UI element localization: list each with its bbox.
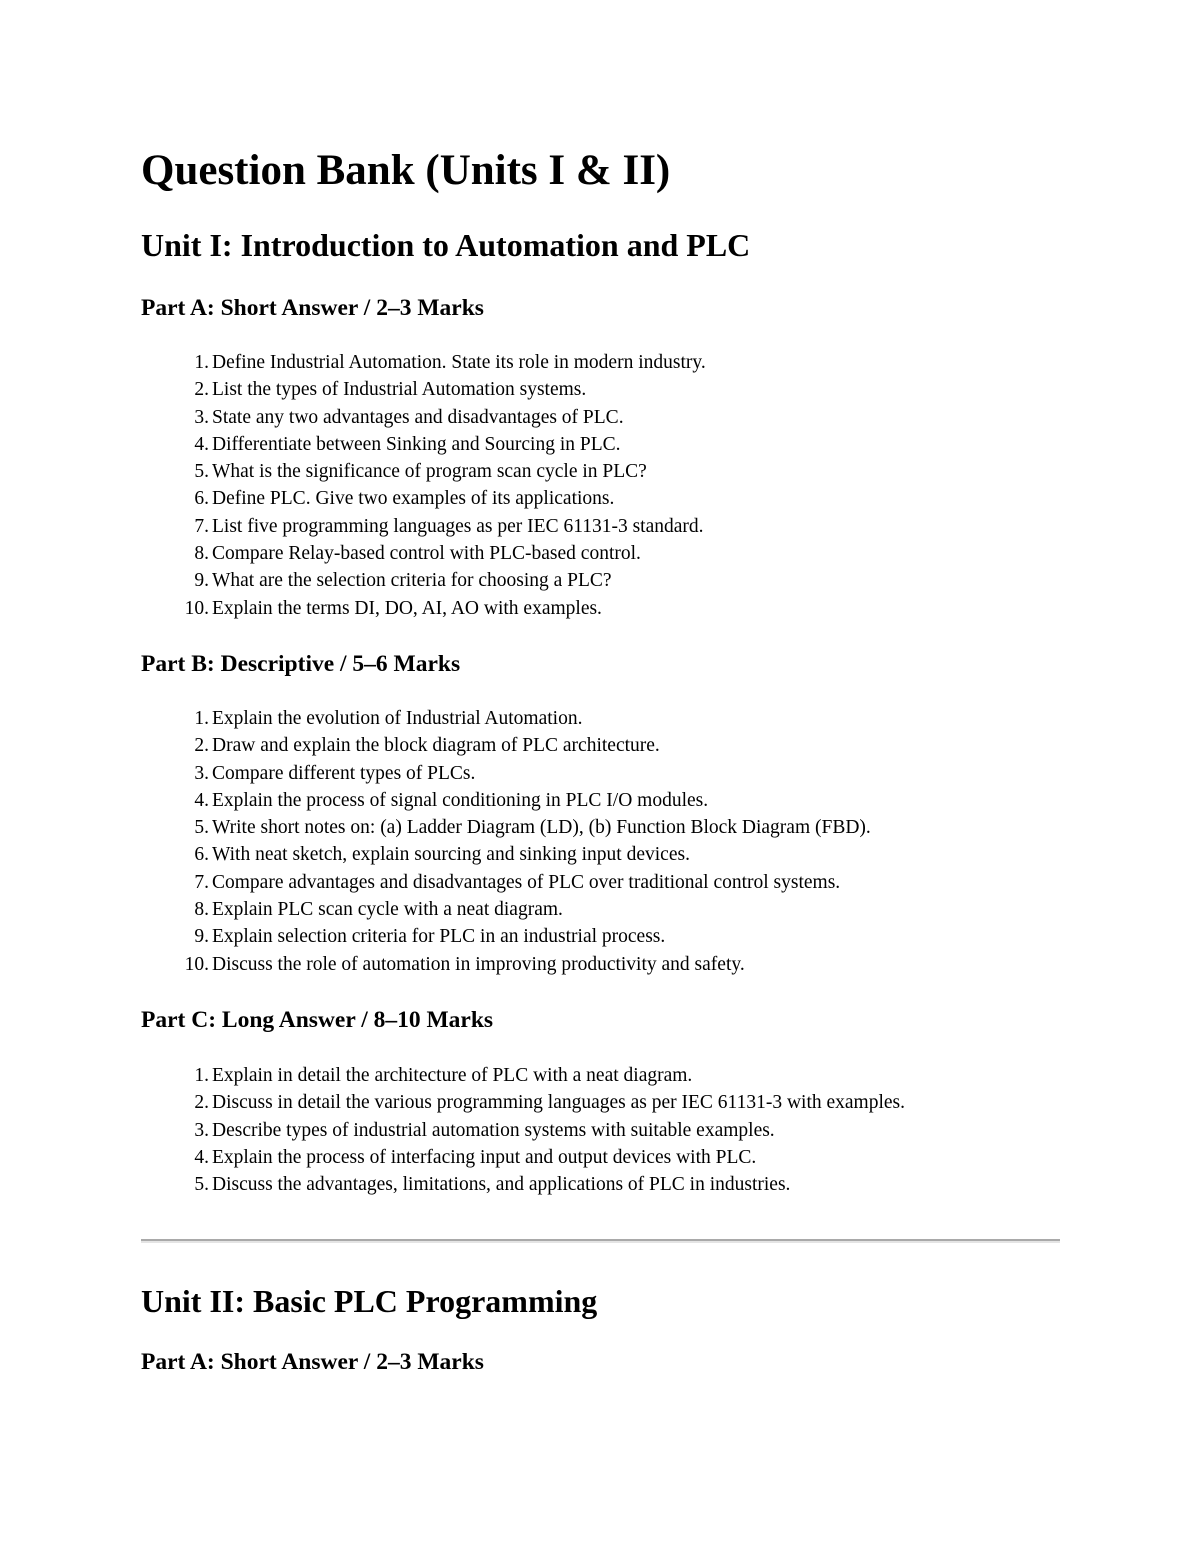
unit1-heading: Unit I: Introduction to Automation and PLC <box>141 227 751 263</box>
question-item <box>141 1062 1061 1089</box>
question-text: State any two advantages and disadvantages of PLC. <box>212 406 624 428</box>
unit1-partC-heading: Part C: Long Answer / 8–10 Marks <box>141 1007 494 1033</box>
question-text: Discuss the role of automation in improving productivity and safety. <box>212 953 745 975</box>
unit1-partA-list <box>141 349 1061 622</box>
question-item <box>141 896 1061 923</box>
question-item <box>141 869 1061 896</box>
question-text: Explain in detail the architecture of PLC with a neat diagram. <box>212 1065 693 1086</box>
question-text: Define PLC. Give two examples of its applications. <box>212 488 615 510</box>
question-text: Explain the terms DI, DO, AI, AO with examples. <box>212 597 602 619</box>
question-number: 3. <box>194 762 209 784</box>
question-number: 1. <box>194 352 209 373</box>
question-item <box>141 376 1061 403</box>
question-item <box>141 349 1061 376</box>
question-text: Explain the process of interfacing input and output devices with PLC. <box>212 1146 757 1168</box>
question-item <box>141 923 1061 950</box>
question-text: Compare Relay-based control with PLC-based control. <box>212 543 641 565</box>
question-item <box>141 567 1061 594</box>
question-number: 8. <box>194 543 209 565</box>
question-item <box>141 595 1061 622</box>
question-item <box>141 404 1061 431</box>
question-number: 7. <box>194 515 209 537</box>
question-number: 5. <box>194 1174 209 1196</box>
question-text: Define Industrial Automation. State its role in modern industry. <box>212 352 706 373</box>
question-text: Explain selection criteria for PLC in an industrial process. <box>212 926 666 948</box>
question-number: 4. <box>194 1146 209 1168</box>
question-item <box>141 431 1061 458</box>
question-text: Compare advantages and disadvantages of PLC over traditional control systems. <box>212 871 841 893</box>
question-item <box>141 513 1061 540</box>
unit2-heading: Unit II: Basic PLC Programming <box>141 1283 598 1319</box>
unit2-partA-heading: Part A: Short Answer / 2–3 Marks <box>141 1349 484 1375</box>
question-item <box>141 760 1061 787</box>
question-number: 7. <box>194 871 209 893</box>
question-number: 2. <box>194 379 209 401</box>
question-number: 10. <box>184 953 209 975</box>
question-text: Differentiate between Sinking and Sourcing in PLC. <box>212 433 621 455</box>
unit1-partB-heading: Part B: Descriptive / 5–6 Marks <box>141 651 461 677</box>
question-number: 2. <box>194 1092 209 1114</box>
question-text: Draw and explain the block diagram of PLC architecture. <box>212 735 660 757</box>
question-item <box>141 540 1061 567</box>
question-text: Explain PLC scan cycle with a neat diagram. <box>212 899 563 921</box>
question-text: Compare different types of PLCs. <box>212 762 476 784</box>
question-number: 5. <box>194 461 209 483</box>
question-item <box>141 814 1061 841</box>
document-title: Question Bank (Units I & II) <box>141 147 671 194</box>
question-item <box>141 485 1061 512</box>
question-number: 3. <box>194 1119 209 1141</box>
question-text: Discuss the advantages, limitations, and applications of PLC in industries. <box>212 1174 791 1196</box>
question-number: 8. <box>194 899 209 921</box>
question-number: 10. <box>184 597 209 619</box>
question-text: Explain the evolution of Industrial Automation. <box>212 708 583 729</box>
question-item <box>141 951 1061 978</box>
unit1-partB-list <box>141 705 1061 978</box>
question-text: What are the selection criteria for choosing a PLC? <box>212 570 612 592</box>
question-item <box>141 705 1061 732</box>
question-number: 1. <box>194 1065 209 1086</box>
question-text: Discuss in detail the various programming languages as per IEC 61131-3 with examples. <box>212 1092 906 1114</box>
question-number: 5. <box>194 817 209 839</box>
question-text: With neat sketch, explain sourcing and sinking input devices. <box>212 844 690 866</box>
question-item <box>141 1117 1061 1144</box>
question-item <box>141 1144 1061 1171</box>
question-text: What is the significance of program scan cycle in PLC? <box>212 461 647 483</box>
question-number: 4. <box>194 789 209 811</box>
question-text: List five programming languages as per IEC 61131-3 standard. <box>212 515 704 537</box>
question-item <box>141 787 1061 814</box>
question-text: Explain the process of signal conditioning in PLC I/O modules. <box>212 789 709 811</box>
section-divider <box>141 1239 1060 1243</box>
question-text: List the types of Industrial Automation systems. <box>212 379 587 401</box>
unit1-partA-heading: Part A: Short Answer / 2–3 Marks <box>141 295 484 321</box>
question-number: 1. <box>194 708 209 729</box>
question-number: 4. <box>194 433 209 455</box>
question-item <box>141 732 1061 759</box>
question-item <box>141 1171 1061 1198</box>
question-item <box>141 458 1061 485</box>
question-number: 9. <box>194 570 209 592</box>
question-number: 6. <box>194 488 209 510</box>
question-number: 3. <box>194 406 209 428</box>
unit1-partC-list <box>141 1062 1061 1198</box>
question-number: 9. <box>194 926 209 948</box>
question-item <box>141 841 1061 868</box>
question-text: Describe types of industrial automation systems with suitable examples. <box>212 1119 775 1141</box>
question-number: 2. <box>194 735 209 757</box>
question-number: 6. <box>194 844 209 866</box>
question-text: Write short notes on: (a) Ladder Diagram (LD), (b) Function Block Diagram (FBD). <box>212 817 871 839</box>
question-item <box>141 1089 1061 1116</box>
